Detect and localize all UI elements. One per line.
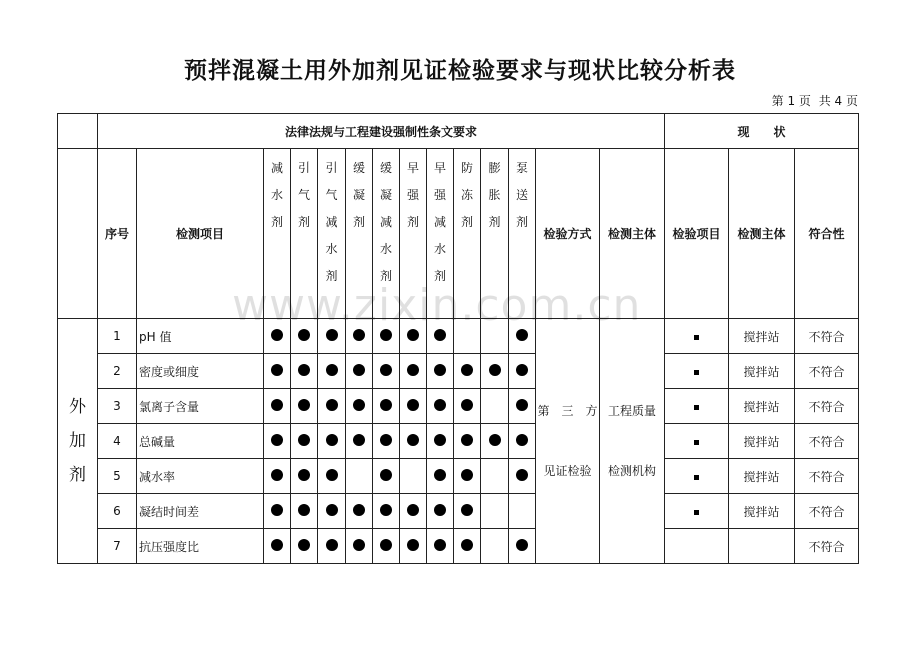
required-dot-icon xyxy=(461,399,473,411)
seq-cell: 2 xyxy=(98,354,137,389)
agent-type-char: 剂 xyxy=(379,269,392,283)
required-dot-icon xyxy=(326,364,338,376)
agent-type-char: 剂 xyxy=(406,215,419,229)
checked-square-icon xyxy=(694,335,699,340)
mark-cell xyxy=(400,424,427,459)
agent-type-char: 水 xyxy=(433,242,446,256)
required-dot-icon xyxy=(380,539,392,551)
required-dot-icon xyxy=(353,399,365,411)
mark-cell xyxy=(400,389,427,424)
mark-cell xyxy=(400,529,427,564)
agent-type-header xyxy=(481,149,509,319)
mark-cell xyxy=(346,424,373,459)
agent-type-char: 气 xyxy=(297,188,310,202)
required-dot-icon xyxy=(461,364,473,376)
required-dot-icon xyxy=(326,399,338,411)
required-dot-icon xyxy=(380,434,392,446)
status-subject-cell xyxy=(729,529,795,564)
required-dot-icon xyxy=(407,364,419,376)
mark-cell xyxy=(509,459,536,494)
agent-type-char: 缓 xyxy=(379,161,392,175)
mark-cell xyxy=(264,529,291,564)
mark-cell xyxy=(509,424,536,459)
status-section-header: 现 状 xyxy=(665,114,859,149)
mark-cell xyxy=(346,459,373,494)
mark-cell xyxy=(481,494,509,529)
mark-cell xyxy=(454,354,481,389)
required-dot-icon xyxy=(298,469,310,481)
checked-square-icon xyxy=(694,370,699,375)
agent-type-char: 水 xyxy=(325,242,338,256)
required-dot-icon xyxy=(489,434,501,446)
agent-type-char: 送 xyxy=(515,188,528,202)
status-subject-cell: 搅拌站 xyxy=(729,459,795,494)
seq-cell: 7 xyxy=(98,529,137,564)
required-dot-icon xyxy=(380,504,392,516)
subject-line xyxy=(600,441,664,461)
mark-cell xyxy=(291,494,318,529)
mark-cell xyxy=(427,424,454,459)
mark-cell xyxy=(509,319,536,354)
category-cell xyxy=(58,319,98,564)
agent-type-char: 冻 xyxy=(460,188,473,202)
mark-cell xyxy=(400,319,427,354)
item-cell: 总碱量 xyxy=(137,424,264,459)
agent-type-char: 剂 xyxy=(488,215,501,229)
required-dot-icon xyxy=(326,469,338,481)
category-char: 加 xyxy=(69,431,86,451)
compliance-cell: 不符合 xyxy=(795,354,859,389)
watermark: www.zixin.com.cn xyxy=(232,280,642,331)
mark-cell xyxy=(454,459,481,494)
mark-cell xyxy=(481,354,509,389)
mark-cell xyxy=(291,354,318,389)
agent-type-char: 减 xyxy=(270,161,283,175)
required-dot-icon xyxy=(271,434,283,446)
agent-type-char: 凝 xyxy=(379,188,392,202)
mark-cell xyxy=(427,494,454,529)
agent-type-char: 凝 xyxy=(352,188,365,202)
page-info xyxy=(768,92,858,109)
required-dot-icon xyxy=(326,329,338,341)
mark-cell xyxy=(427,389,454,424)
required-dot-icon xyxy=(271,399,283,411)
page-title: 预拌混凝土用外加剂见证检验要求与现状比较分析表 xyxy=(184,58,736,84)
status-item-cell xyxy=(665,459,729,494)
status-subject-cell: 搅拌站 xyxy=(729,494,795,529)
required-dot-icon xyxy=(461,539,473,551)
agent-type-char: 剂 xyxy=(352,215,365,229)
required-dot-icon xyxy=(407,504,419,516)
required-dot-icon xyxy=(298,329,310,341)
mark-cell xyxy=(481,319,509,354)
agent-type-char: 强 xyxy=(433,188,446,202)
mark-cell xyxy=(373,389,400,424)
agent-type-char: 引 xyxy=(325,161,338,175)
required-dot-icon xyxy=(298,504,310,516)
seq-cell: 3 xyxy=(98,389,137,424)
status-item-cell xyxy=(665,529,729,564)
required-dot-icon xyxy=(271,539,283,551)
required-dot-icon xyxy=(271,364,283,376)
required-dot-icon xyxy=(407,434,419,446)
mark-cell xyxy=(373,319,400,354)
compliance-cell: 不符合 xyxy=(795,424,859,459)
mark-cell xyxy=(318,529,346,564)
required-dot-icon xyxy=(380,469,392,481)
table-row xyxy=(58,459,859,494)
agent-type-header xyxy=(427,149,454,319)
method-line: 第 三 方 xyxy=(537,404,598,418)
seq-cell: 5 xyxy=(98,459,137,494)
mark-cell xyxy=(291,424,318,459)
table-row xyxy=(58,389,859,424)
status-item-header: 检验项目 xyxy=(665,149,729,319)
required-dot-icon xyxy=(516,399,528,411)
table-row xyxy=(58,319,859,354)
required-dot-icon xyxy=(271,329,283,341)
required-dot-icon xyxy=(298,399,310,411)
agent-type-char: 减 xyxy=(379,215,392,229)
agent-type-char: 早 xyxy=(406,161,419,175)
status-item-cell xyxy=(665,319,729,354)
required-dot-icon xyxy=(353,434,365,446)
subject-cell xyxy=(600,319,665,564)
required-dot-icon xyxy=(516,434,528,446)
mark-cell xyxy=(427,529,454,564)
agent-type-char: 胀 xyxy=(488,188,501,202)
mark-cell xyxy=(509,494,536,529)
mark-cell xyxy=(481,424,509,459)
mark-cell xyxy=(454,424,481,459)
status-item-cell xyxy=(665,494,729,529)
category-char: 外 xyxy=(69,397,86,417)
seq-cell: 6 xyxy=(98,494,137,529)
subject-header: 检测主体 xyxy=(600,149,665,319)
seq-header: 序号 xyxy=(98,149,137,319)
method-line xyxy=(536,441,599,461)
agent-type-char: 强 xyxy=(406,188,419,202)
mark-cell xyxy=(373,529,400,564)
mark-cell xyxy=(346,354,373,389)
mark-cell xyxy=(373,494,400,529)
required-dot-icon xyxy=(434,539,446,551)
status-item-cell xyxy=(665,424,729,459)
mark-cell xyxy=(264,494,291,529)
table-row xyxy=(58,354,859,389)
mark-cell xyxy=(509,389,536,424)
mark-cell xyxy=(318,459,346,494)
required-dot-icon xyxy=(434,469,446,481)
item-cell: pH 值 xyxy=(137,319,264,354)
mark-cell xyxy=(318,424,346,459)
mark-cell xyxy=(318,319,346,354)
item-cell: 凝结时间差 xyxy=(137,494,264,529)
required-dot-icon xyxy=(298,539,310,551)
mark-cell xyxy=(291,319,318,354)
item-header: 检测项目 xyxy=(137,149,264,319)
status-subject-cell: 搅拌站 xyxy=(729,354,795,389)
mark-cell xyxy=(346,389,373,424)
subject-line: 工程质量 xyxy=(607,404,656,418)
mark-cell xyxy=(400,354,427,389)
agent-type-char: 剂 xyxy=(433,269,446,283)
required-dot-icon xyxy=(461,434,473,446)
required-dot-icon xyxy=(353,539,365,551)
table-row xyxy=(58,529,859,564)
mark-cell xyxy=(264,319,291,354)
required-dot-icon xyxy=(434,399,446,411)
mark-cell xyxy=(400,494,427,529)
required-dot-icon xyxy=(353,504,365,516)
status-subject-cell: 搅拌站 xyxy=(729,319,795,354)
mark-cell xyxy=(346,319,373,354)
compliance-cell: 不符合 xyxy=(795,389,859,424)
status-subject-header: 检测主体 xyxy=(729,149,795,319)
mark-cell xyxy=(427,354,454,389)
required-dot-icon xyxy=(407,539,419,551)
mark-cell xyxy=(318,389,346,424)
mark-cell xyxy=(400,459,427,494)
agent-type-header xyxy=(454,149,481,319)
agent-type-char: 早 xyxy=(433,161,446,175)
page-total: 共 4 页 xyxy=(818,94,858,108)
header-row-2 xyxy=(58,149,859,319)
comparison-table xyxy=(57,113,859,564)
agent-type-char: 膨 xyxy=(488,161,501,175)
mark-cell xyxy=(264,459,291,494)
required-dot-icon xyxy=(407,399,419,411)
mark-cell xyxy=(291,389,318,424)
category-header-cell xyxy=(58,149,98,319)
agent-type-char: 剂 xyxy=(515,215,528,229)
method-line: 见证检验 xyxy=(543,464,592,478)
agent-type-header xyxy=(373,149,400,319)
required-dot-icon xyxy=(461,469,473,481)
mark-cell xyxy=(346,529,373,564)
mark-cell xyxy=(373,459,400,494)
required-dot-icon xyxy=(516,329,528,341)
required-dot-icon xyxy=(298,364,310,376)
subject-line xyxy=(600,421,664,441)
table-row xyxy=(58,494,859,529)
agent-type-header xyxy=(509,149,536,319)
compliance-cell: 不符合 xyxy=(795,459,859,494)
checked-square-icon xyxy=(694,440,699,445)
item-cell: 减水率 xyxy=(137,459,264,494)
mark-cell xyxy=(264,424,291,459)
required-dot-icon xyxy=(326,434,338,446)
status-subject-cell: 搅拌站 xyxy=(729,389,795,424)
required-dot-icon xyxy=(461,504,473,516)
agent-type-char: 水 xyxy=(270,188,283,202)
agent-type-char: 剂 xyxy=(270,215,283,229)
mark-cell xyxy=(373,424,400,459)
required-dot-icon xyxy=(407,329,419,341)
required-dot-icon xyxy=(434,504,446,516)
item-cell: 氯离子含量 xyxy=(137,389,264,424)
mark-cell xyxy=(454,494,481,529)
item-cell: 密度或细度 xyxy=(137,354,264,389)
required-dot-icon xyxy=(516,364,528,376)
mark-cell xyxy=(427,319,454,354)
required-dot-icon xyxy=(489,364,501,376)
status-item-cell xyxy=(665,389,729,424)
required-dot-icon xyxy=(326,504,338,516)
mark-cell xyxy=(509,354,536,389)
required-dot-icon xyxy=(516,469,528,481)
required-dot-icon xyxy=(353,364,365,376)
mark-cell xyxy=(346,494,373,529)
method-line xyxy=(536,421,599,441)
agent-type-char: 减 xyxy=(325,215,338,229)
law-section-header: 法律法规与工程建设强制性条文要求 xyxy=(98,114,665,149)
required-dot-icon xyxy=(380,329,392,341)
mark-cell xyxy=(291,529,318,564)
agent-type-header xyxy=(264,149,291,319)
method-header: 检验方式 xyxy=(536,149,600,319)
agent-type-char: 缓 xyxy=(352,161,365,175)
agent-type-header xyxy=(291,149,318,319)
required-dot-icon xyxy=(271,504,283,516)
agent-type-char: 剂 xyxy=(325,269,338,283)
agent-type-header xyxy=(346,149,373,319)
required-dot-icon xyxy=(353,329,365,341)
mark-cell xyxy=(481,389,509,424)
mark-cell xyxy=(264,389,291,424)
status-item-cell xyxy=(665,354,729,389)
subject-line: 检测机构 xyxy=(607,464,656,478)
corner-cell xyxy=(58,114,98,149)
mark-cell xyxy=(454,389,481,424)
compliance-cell: 不符合 xyxy=(795,529,859,564)
agent-type-char: 防 xyxy=(460,161,473,175)
agent-type-char: 气 xyxy=(325,188,338,202)
agent-type-header xyxy=(318,149,346,319)
agent-type-char: 减 xyxy=(433,215,446,229)
required-dot-icon xyxy=(434,364,446,376)
agent-type-char: 水 xyxy=(379,242,392,256)
required-dot-icon xyxy=(298,434,310,446)
checked-square-icon xyxy=(694,510,699,515)
agent-type-char: 剂 xyxy=(297,215,310,229)
required-dot-icon xyxy=(271,469,283,481)
mark-cell xyxy=(373,354,400,389)
mark-cell xyxy=(291,459,318,494)
item-cell: 抗压强度比 xyxy=(137,529,264,564)
compliance-cell: 不符合 xyxy=(795,494,859,529)
compliance-cell: 不符合 xyxy=(795,319,859,354)
required-dot-icon xyxy=(380,399,392,411)
mark-cell xyxy=(264,354,291,389)
required-dot-icon xyxy=(516,539,528,551)
agent-type-char: 引 xyxy=(297,161,310,175)
seq-cell: 1 xyxy=(98,319,137,354)
mark-cell xyxy=(481,459,509,494)
required-dot-icon xyxy=(380,364,392,376)
agent-type-header xyxy=(400,149,427,319)
mark-cell xyxy=(454,529,481,564)
checked-square-icon xyxy=(694,475,699,480)
table-row xyxy=(58,424,859,459)
mark-cell xyxy=(509,529,536,564)
required-dot-icon xyxy=(434,329,446,341)
method-cell xyxy=(536,319,600,564)
mark-cell xyxy=(481,529,509,564)
required-dot-icon xyxy=(326,539,338,551)
checked-square-icon xyxy=(694,405,699,410)
page-current: 第 1 页 xyxy=(771,94,811,108)
required-dot-icon xyxy=(434,434,446,446)
agent-type-char: 剂 xyxy=(460,215,473,229)
status-subject-cell: 搅拌站 xyxy=(729,424,795,459)
mark-cell xyxy=(318,494,346,529)
category-char: 剂 xyxy=(69,465,86,485)
seq-cell: 4 xyxy=(98,424,137,459)
mark-cell xyxy=(318,354,346,389)
mark-cell xyxy=(454,319,481,354)
header-row-1 xyxy=(58,114,859,149)
agent-type-char: 泵 xyxy=(515,161,528,175)
mark-cell xyxy=(427,459,454,494)
compliance-header: 符合性 xyxy=(795,149,859,319)
